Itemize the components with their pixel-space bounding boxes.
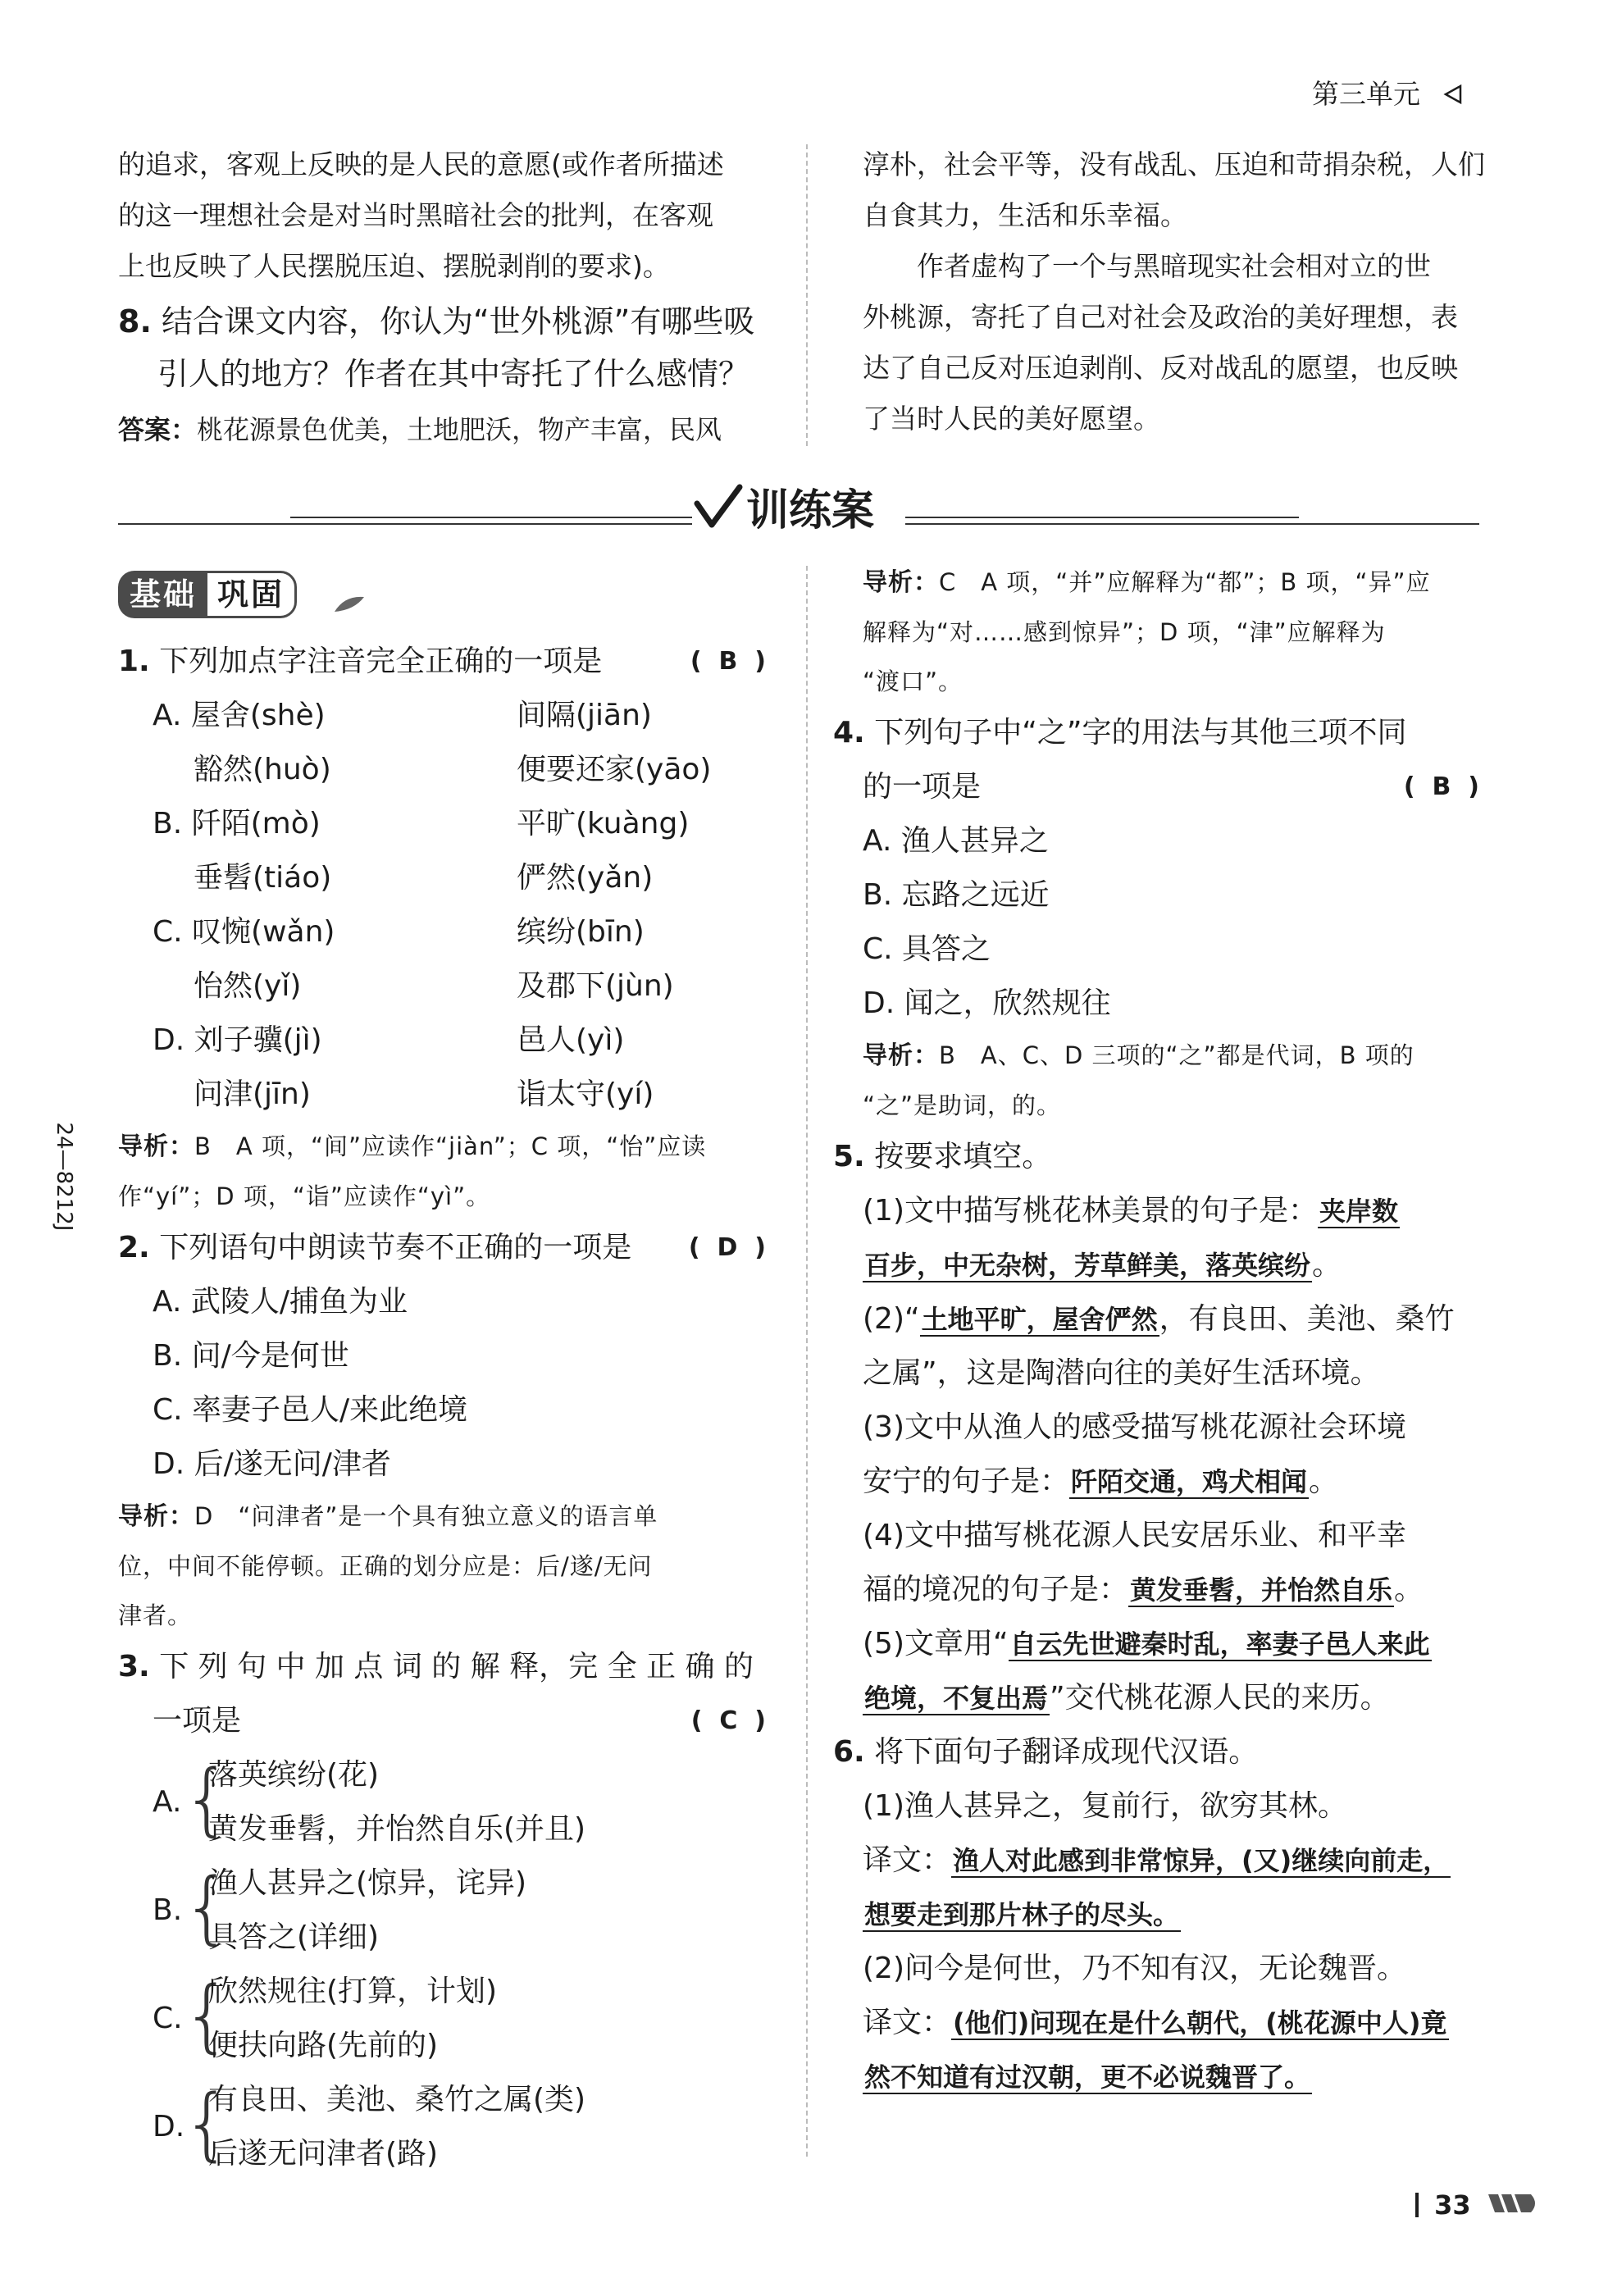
- text-line: 的这一理想社会是对当时黑暗社会的批判，在客观: [118, 199, 713, 231]
- text-line: 的追求，客观上反映的是人民的意愿(或作者所描述: [118, 148, 724, 180]
- option-label: A.: [153, 1785, 182, 1819]
- answer-blank: 百步，中无杂树，芳草鲜美，落英缤纷: [864, 1250, 1311, 1281]
- guide-label: 导析：: [863, 1041, 939, 1070]
- question-text: 下列句子中“之”字的用法与其他三项不同: [874, 716, 1407, 749]
- fill-line: (3)文中从渔人的感受描写桃花源社会环境: [863, 1410, 1406, 1444]
- brace: {: [182, 2078, 233, 2170]
- option: 及郡下(jùn): [517, 969, 674, 1003]
- question-text: 下列语句中朗读节奏不正确的一项是: [159, 1231, 632, 1264]
- option: 缤纷(bīn): [517, 915, 645, 949]
- option: C. 叹惋(wǎn): [153, 915, 335, 949]
- question-text: 的一项是: [863, 770, 982, 804]
- guide-label: 导析：: [118, 1132, 194, 1161]
- text-line: 外桃源，寄托了自己对社会及政治的美好理想，表: [863, 301, 1458, 333]
- option-label: B.: [153, 1893, 183, 1927]
- banner-rule-right-2: [905, 517, 1299, 518]
- option: 俨然(yǎn): [517, 861, 654, 895]
- option-line: 落英缤纷(花): [208, 1758, 380, 1792]
- text-line: 达了自己反对压迫剥削、反对战乱的愿望，也反映: [863, 352, 1458, 384]
- guide-line: 导析：D “问津者”是一个具有独立意义的语言单: [118, 1502, 658, 1531]
- option: 豁然(huò): [194, 753, 331, 786]
- page-number-bar: [1415, 2193, 1419, 2217]
- option-label: D.: [153, 2110, 185, 2143]
- answer-blank: 阡陌交通，鸡犬相闻: [1071, 1466, 1308, 1497]
- question-2: [118, 1221, 766, 1640]
- check-mark-icon: [692, 482, 743, 536]
- option-line: 后遂无问津者(路): [208, 2137, 439, 2171]
- question-3: [118, 1640, 766, 2181]
- guide-line: 解释为“对……感到惊异”；D 项，“津”应解释为: [863, 618, 1386, 646]
- option: 便要还家(yāo): [517, 753, 712, 786]
- top-left-text: [118, 139, 766, 454]
- question-number: 2.: [118, 1231, 150, 1264]
- guide-line: 津者。: [118, 1601, 193, 1629]
- option: B. 问/今是何世: [153, 1339, 349, 1373]
- option-line: 欣然规往(打算，计划): [208, 1975, 498, 2008]
- question-text: 一项是: [153, 1704, 242, 1738]
- sentence: (1)渔人甚异之，复前行，欲穷其林。: [863, 1789, 1347, 1823]
- answer-line: [118, 405, 766, 454]
- left-column: [118, 571, 766, 2181]
- guide-line: 导析：C A 项，“并”应解释为“都”；B 项，“异”应: [863, 568, 1431, 597]
- option-line: 有良田、美池、桑竹之属(类): [208, 2083, 586, 2116]
- option: 平旷(kuàng): [517, 807, 690, 840]
- question-text: 引人的地方？作者在其中寄托了什么感情？: [157, 356, 750, 392]
- option: D. 闻之，欣然规往: [863, 986, 1111, 1020]
- question-number: 6.: [833, 1735, 865, 1769]
- unit-label: 第三单元: [1312, 78, 1420, 110]
- banner-rule-left: [118, 523, 692, 525]
- option: C. 率妻子邑人/来此绝境: [153, 1393, 468, 1427]
- question-number: 5.: [833, 1140, 865, 1173]
- question-1: [118, 635, 766, 1221]
- fill-line: (4)文中描写桃花源人民安居乐业、和平幸: [863, 1519, 1406, 1552]
- option-d: [118, 2073, 766, 2181]
- text-line: 了当时人民的美好愿望。: [863, 403, 1160, 435]
- question-text: 结合课文内容，你认为“世外桃源”有哪些吸: [161, 303, 755, 339]
- option-grid: [118, 689, 766, 1122]
- guide-line: 位，中间不能停顿。正确的划分应是：后/遂/无问: [118, 1552, 653, 1580]
- guide-line: “之”是助词，的。: [863, 1091, 1062, 1119]
- sentence: (2)问今是何世，乃不知有汉，无论魏晋。: [863, 1952, 1406, 1985]
- fill-line: (5)文章用“自云先世避秦时乱，率妻子邑人来此: [863, 1627, 1430, 1660]
- translation-line: [863, 2050, 1479, 2104]
- page-stripe-icon: [1487, 2191, 1541, 2219]
- option-c: [118, 1965, 766, 2073]
- fill-line: 之属”，这是陶潜向往的美好生活环境。: [863, 1356, 1380, 1390]
- answer-choice: ( C ): [690, 1706, 766, 1735]
- translation-label: 译文：: [863, 1843, 952, 1877]
- option: 邑人(yì): [517, 1023, 625, 1057]
- answer-blank: 土地平旷，屋舍俨然: [921, 1304, 1158, 1335]
- answer-blank: 然不知道有过汉朝，更不必说魏晋了。: [864, 2061, 1311, 2093]
- answer-blank: (他们)问现在是什么朝代，(桃花源中人)竟: [953, 2007, 1447, 2039]
- badge-left: 基础: [118, 571, 205, 618]
- page-number: 33: [1434, 2189, 1471, 2221]
- side-code: 24—8212J: [52, 1122, 76, 1232]
- text-line: 作者虚构了一个与黑暗现实社会相对立的世: [863, 250, 1431, 282]
- option: A. 武陵人/捕鱼为业: [153, 1285, 408, 1319]
- option: 问津(jīn): [194, 1077, 311, 1111]
- question-6: [833, 1725, 1479, 2104]
- option-b: [118, 1856, 766, 1965]
- question-number: 8.: [118, 303, 152, 339]
- brace: {: [182, 1753, 233, 1845]
- option: 间隔(jiān): [517, 699, 652, 732]
- option: A. 屋舍(shè): [153, 699, 326, 732]
- question-text: 按要求填空。: [874, 1140, 1052, 1173]
- answer-blank: 想要走到那片林子的尽头。: [864, 1899, 1180, 1930]
- translation-line: [863, 1888, 1479, 1942]
- question-number: 3.: [118, 1650, 150, 1683]
- section-badge: [118, 571, 766, 631]
- option-label: C.: [153, 2002, 183, 2035]
- option-line: 渔人甚异之(惊异，诧异): [208, 1866, 527, 1900]
- option: D. 刘子骥(jì): [153, 1023, 322, 1057]
- guide-line: 导析：B A 项，“间”应读作“jiàn”；C 项，“怡”应读: [118, 1132, 707, 1161]
- section-banner: [118, 482, 1479, 548]
- translation-line: [863, 1834, 1479, 1888]
- top-right-text: [863, 139, 1485, 444]
- option: C. 具答之: [863, 932, 991, 966]
- question-number: 4.: [833, 716, 865, 749]
- option: 垂髫(tiáo): [194, 861, 332, 895]
- leaf-icon: [333, 594, 366, 617]
- question-5: [833, 1130, 1479, 1725]
- answer-choice: ( D ): [688, 1233, 766, 1262]
- unit-header: [1312, 75, 1464, 115]
- badge-right: 巩固: [205, 571, 297, 618]
- answer-blank: 渔人对此感到非常惊异，(又)继续向前走，: [953, 1845, 1450, 1876]
- question-4: [833, 706, 1479, 1130]
- answer-label: 答案：: [118, 414, 198, 445]
- section-title: 训练案: [746, 486, 875, 535]
- option: D. 后/遂无问/津者: [153, 1447, 391, 1481]
- banner-rule-right: [905, 523, 1479, 525]
- option-line: 黄发垂髫，并怡然自乐(并且): [208, 1812, 586, 1846]
- guide-line: “渡口”。: [863, 667, 963, 695]
- option: 怡然(yǐ): [194, 969, 302, 1003]
- guide-line: 作“yí”；D 项，“诣”应读作“yì”。: [118, 1182, 491, 1210]
- translation-label: 译文：: [863, 2006, 952, 2039]
- text-line: 自食其力，生活和乐幸福。: [863, 199, 1187, 231]
- question-text: 下 列 句 中 加 点 词 的 解 释，完 全 正 确 的: [159, 1650, 754, 1683]
- option: B. 阡陌(mò): [153, 807, 321, 840]
- fill-line: (2)“土地平旷，屋舍俨然，有良田、美池、桑竹: [863, 1302, 1455, 1336]
- fill-line: 绝境，不复出焉”交代桃花源人民的来历。: [864, 1681, 1390, 1715]
- option-a: [118, 1748, 766, 1856]
- right-column: [833, 558, 1479, 2104]
- question-text: 下列加点字注音完全正确的一项是: [159, 645, 603, 678]
- brace: {: [182, 1861, 233, 1953]
- guide-line: 导析：B A、C、D 三项的“之”都是代词，B 项的: [863, 1041, 1414, 1070]
- option: B. 忘路之远近: [863, 878, 1050, 912]
- fill-line: 百步，中无杂树，芳草鲜美，落英缤纷。: [864, 1248, 1342, 1282]
- text-line: 上也反映了人民摆脱压迫、摆脱剥削的要求)。: [118, 250, 670, 282]
- brace: {: [182, 1970, 233, 2061]
- option-line: 具答之(详细): [208, 1920, 380, 1954]
- option: A. 渔人甚异之: [863, 824, 1049, 858]
- page-footer: [1415, 2189, 1541, 2230]
- fill-line: 安宁的句子是：阡陌交通，鸡犬相闻。: [863, 1465, 1339, 1498]
- answer-choice: ( B ): [690, 647, 766, 676]
- answer-text: 桃花源景色优美，土地肥沃，物产丰富，民风: [197, 414, 722, 445]
- answer-blank: 黄发垂髫，并怡然自乐: [1130, 1574, 1393, 1606]
- translation-line: [863, 1996, 1479, 2050]
- text-line: 淳朴，社会平等，没有战乱、压迫和苛捐杂税，人们: [863, 148, 1485, 180]
- guide-label: 导析：: [118, 1502, 194, 1531]
- column-divider-bottom: [806, 566, 808, 2157]
- column-divider-top: [806, 144, 808, 446]
- triangle-left-icon: [1442, 77, 1464, 115]
- question-8: [118, 295, 766, 348]
- answer-blank: 夹岸数: [1319, 1196, 1399, 1227]
- question-text: 将下面句子翻译成现代汉语。: [874, 1735, 1259, 1769]
- guide-label: 导析：: [863, 568, 939, 597]
- answer-choice: ( B ): [1403, 772, 1479, 801]
- question-number: 1.: [118, 645, 150, 678]
- answer-blank: 自云先世避秦时乱，率妻子邑人来此: [1009, 1629, 1430, 1660]
- fill-line: (1)文中描写桃花林美景的句子是：夹岸数: [863, 1194, 1399, 1228]
- fill-line: 福的境况的句子是：黄发垂髫，并怡然自乐。: [863, 1573, 1424, 1606]
- option-line: 便扶向路(先前的): [208, 2029, 439, 2062]
- answer-blank: 绝境，不复出焉: [864, 1683, 1049, 1714]
- banner-rule-left-2: [290, 517, 692, 518]
- option: 诣太守(yí): [517, 1077, 654, 1111]
